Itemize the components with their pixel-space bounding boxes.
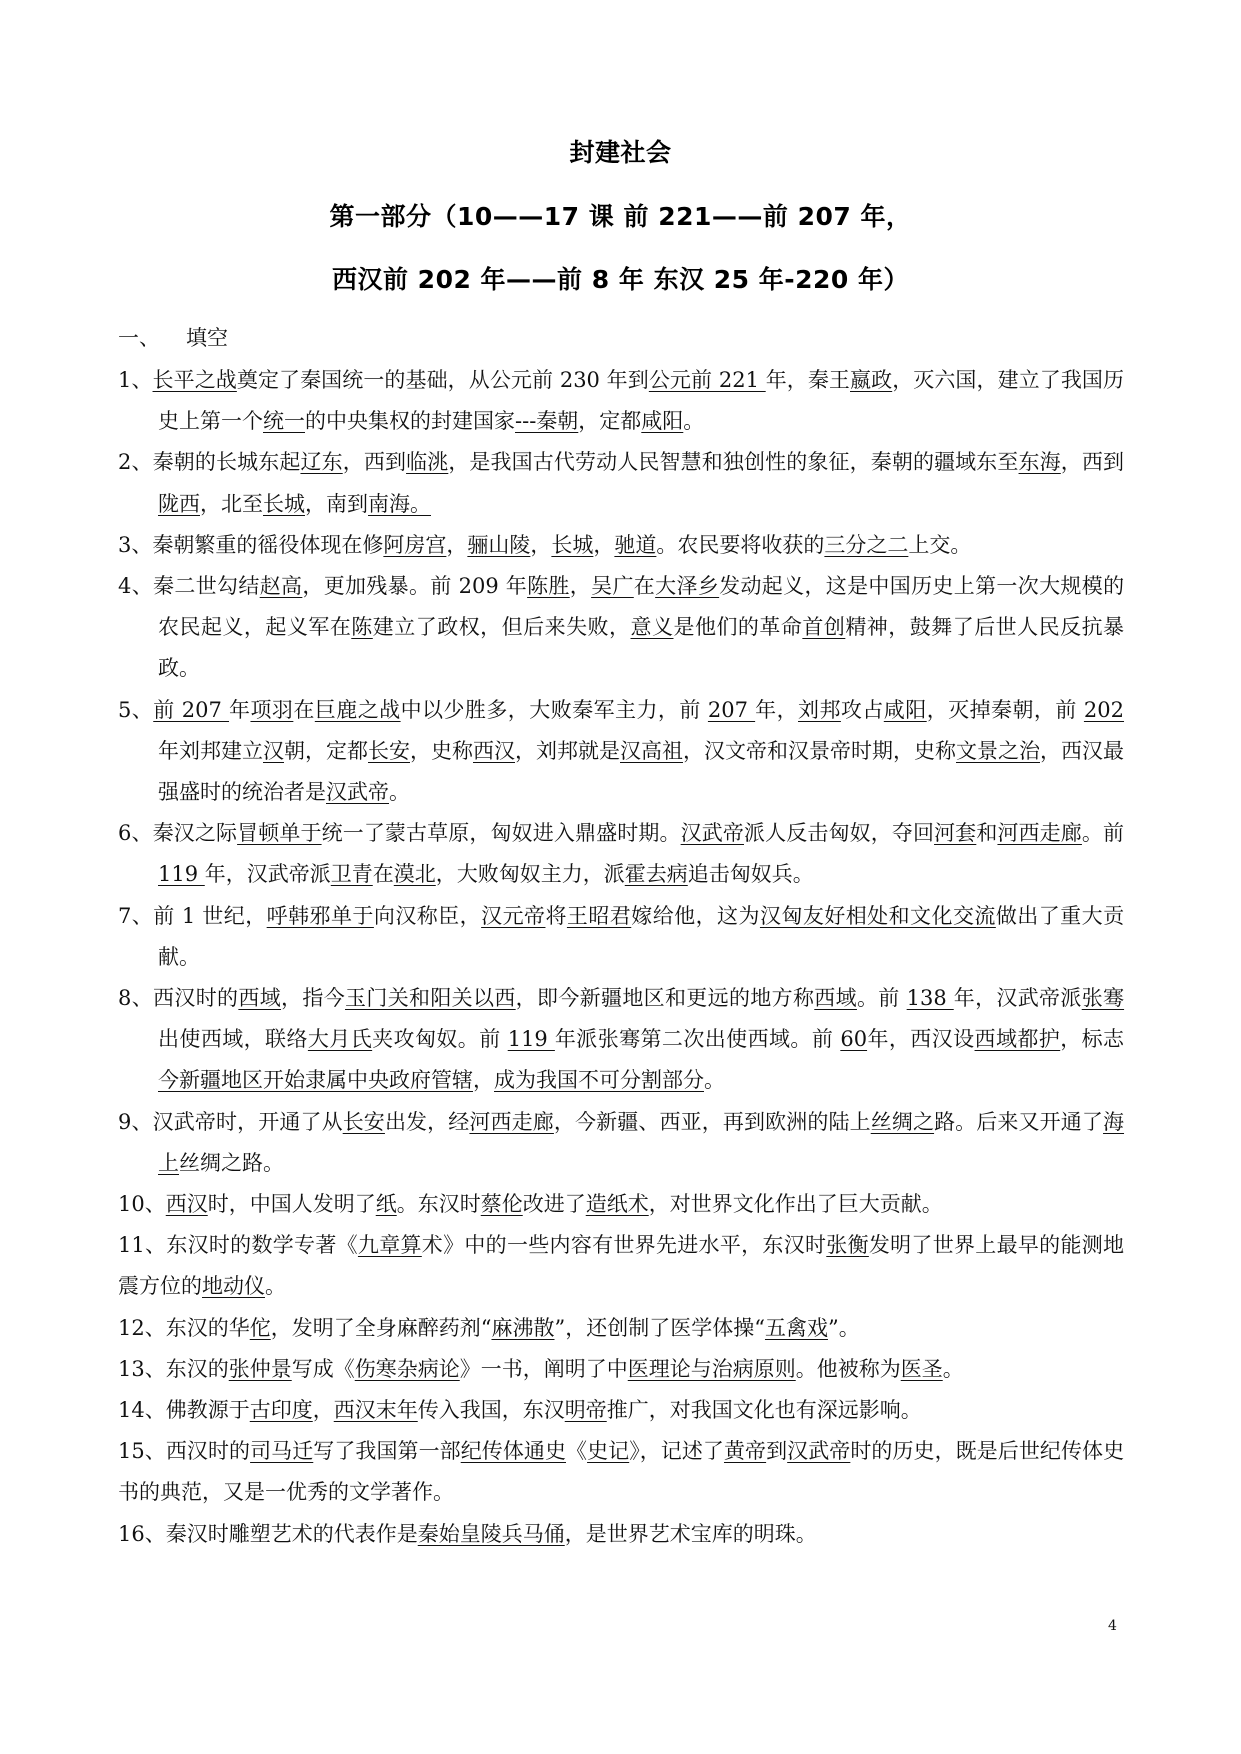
item-text: 在 <box>633 574 656 599</box>
item-text: ，史称 <box>410 738 473 763</box>
list-item <box>118 1184 1124 1225</box>
item-text: 追击匈奴兵。 <box>687 862 814 887</box>
list-item <box>118 813 1124 895</box>
item-text: 。农民要将收获的 <box>656 532 825 557</box>
item-text: ，是世界艺术宝库的明珠。 <box>564 1521 817 1546</box>
item-text: 秦汉之际 <box>152 821 238 846</box>
item-text: ，汉文帝和汉景帝时期，史称 <box>683 738 956 763</box>
item-text: 《 <box>566 1439 588 1464</box>
item-text: 术》中的一些内容有世界先进水平，东汉时 <box>421 1233 827 1258</box>
list-item <box>118 1431 1124 1513</box>
item-text: 奠定了秦国统一的基础，从公元前 230 年到 <box>236 368 649 392</box>
item-text: 。东汉时 <box>396 1192 481 1217</box>
item-text: ，大败匈奴主力，派 <box>435 862 625 887</box>
item-number: 4、 <box>118 574 154 599</box>
answer-blank: 玉门关和阳关以西 <box>345 986 516 1011</box>
answer-blank: 汉元帝 <box>481 903 546 928</box>
answer-blank: 医理论与治病原则 <box>627 1356 796 1381</box>
answer-blank: 巨鹿之战 <box>314 697 401 722</box>
answer-blank: 刘邦 <box>798 697 841 722</box>
item-text: ，即今新疆地区和更远的地方称 <box>515 986 815 1011</box>
item-text: ，发明了全身麻醉药剂“ <box>270 1315 492 1340</box>
item-text: ， <box>593 532 615 557</box>
item-text: 年刘邦建立 <box>158 738 263 763</box>
answer-blank: 海上 <box>158 1109 1125 1175</box>
item-text: 年 <box>229 697 251 722</box>
item-text: ，标志 <box>1060 1027 1125 1052</box>
item-text: 攻占 <box>840 697 884 722</box>
list-item <box>118 978 1124 1102</box>
item-text: ，对世界文化作出了巨大贡献。 <box>648 1192 943 1217</box>
item-text: ， <box>312 1398 334 1423</box>
answer-blank: 王昭君 <box>566 903 632 928</box>
answer-blank: 202 <box>1083 697 1125 722</box>
answer-blank: 大月氏 <box>307 1027 373 1052</box>
item-text: ， <box>530 532 552 557</box>
item-text: ，西到 <box>1060 450 1125 475</box>
item-text: 时，中国人发明了 <box>207 1192 376 1217</box>
item-text: 派人反击匈奴，夺回 <box>743 821 935 846</box>
answer-blank: 长城 <box>263 491 305 516</box>
item-text: 写成《 <box>291 1356 355 1381</box>
answer-blank: 河西走廊 <box>997 821 1082 846</box>
item-text: 在 <box>372 862 394 887</box>
list-item <box>118 1225 1124 1307</box>
answer-blank: 东海 <box>1018 450 1061 475</box>
item-text: 上交。 <box>908 532 972 557</box>
item-number: 6、 <box>118 821 153 846</box>
item-text: 将 <box>545 903 567 928</box>
list-item <box>118 442 1124 524</box>
page-number: 4 <box>1108 1618 1117 1634</box>
item-text: 丝绸之路。 <box>179 1150 284 1175</box>
list-item <box>118 566 1124 690</box>
item-text: 。 <box>942 1356 964 1381</box>
section-number: 一、 <box>118 326 160 350</box>
answer-blank: 嬴政 <box>850 368 893 392</box>
item-number: 16、 <box>118 1521 166 1546</box>
item-text: 中以少胜多，大败秦军主力，前 <box>400 697 708 722</box>
item-number: 13、 <box>118 1356 166 1381</box>
item-text: 。 <box>389 780 410 805</box>
item-text: 出使西域，联络 <box>158 1027 308 1052</box>
item-text: ，灭掉秦朝，前 <box>926 697 1084 722</box>
item-text: 是他们的革命 <box>673 615 803 640</box>
answer-blank: 古印度 <box>249 1398 313 1423</box>
item-number: 3、 <box>118 532 153 557</box>
item-text: 写了我国第一部 <box>313 1439 461 1464</box>
answer-blank: 临洮 <box>406 450 449 475</box>
item-text: 传入我国，东汉 <box>417 1398 565 1423</box>
answer-blank: 呼韩邪单于 <box>266 903 374 928</box>
item-number: 2、 <box>118 450 153 475</box>
answer-blank: 西汉末年 <box>333 1398 418 1423</box>
item-text: 东汉的华 <box>165 1315 250 1340</box>
item-text: ，西到 <box>342 450 407 475</box>
item-number: 5、 <box>118 697 154 722</box>
item-text: 秦朝繁重的徭役体现在修 <box>152 532 384 557</box>
answer-blank: 造纸术 <box>585 1192 649 1217</box>
item-number: 12、 <box>118 1315 166 1340</box>
item-text: 建立了政权，但后来失败， <box>372 615 631 640</box>
answer-blank: 汉匈友好相处和文化交流 <box>759 903 996 928</box>
item-number: 8、 <box>118 986 154 1011</box>
subtitle-line-1: 第一部分（10——17 课 前 221——前 207 年， <box>329 202 912 231</box>
item-text: 出发，经 <box>384 1109 470 1134</box>
list-item <box>118 1514 1124 1555</box>
list-item <box>118 1308 1124 1349</box>
answer-blank: 河套 <box>934 821 977 846</box>
answer-blank: 西域都护 <box>974 1027 1061 1052</box>
answer-blank: 西域 <box>238 986 282 1011</box>
document-title: 封建社会 <box>569 138 672 167</box>
answer-blank: 意义 <box>630 615 674 640</box>
item-text: 年，汉武帝派 <box>953 986 1082 1011</box>
answer-blank: 辽东 <box>300 450 343 475</box>
item-text: 佛教源于 <box>165 1398 250 1423</box>
item-text: 嫁给他，这为 <box>631 903 760 928</box>
answer-blank: 司马迁 <box>250 1439 314 1464</box>
item-text: 秦二世勾结 <box>153 574 260 599</box>
list-item <box>118 1349 1124 1390</box>
answer-blank: 长安 <box>342 1109 385 1134</box>
item-text: 统一了蒙古草原，匈奴进入鼎盛时期。 <box>321 821 681 846</box>
answer-blank: 张仲景 <box>228 1356 292 1381</box>
answer-blank: 公元前 221 <box>648 368 766 392</box>
item-text: 》一书，阐明了中 <box>459 1356 628 1381</box>
answer-blank: 张骞 <box>1081 986 1125 1011</box>
answer-blank: 119 <box>158 862 205 887</box>
answer-blank: 纸 <box>375 1192 397 1217</box>
answer-blank: 卫青 <box>330 862 373 887</box>
item-text: 年，西汉设 <box>867 1027 975 1052</box>
item-text: 发动起义，这是中国历史上第一次大规模的农民起义，起义军在 <box>158 574 1125 640</box>
item-text: 年，汉武帝派 <box>204 862 331 887</box>
answer-blank: 长安 <box>368 738 410 763</box>
item-number: 14、 <box>118 1398 166 1423</box>
answer-blank: 长平之战 <box>152 368 237 392</box>
section-heading <box>118 322 228 352</box>
item-text: ，是我国古代劳动人民智慧和独创性的象征，秦朝的疆域东至 <box>448 450 1019 475</box>
answer-blank: 纪传体通史 <box>460 1439 566 1464</box>
answer-blank: 汉武帝 <box>787 1439 851 1464</box>
answer-blank: 黄帝 <box>723 1439 767 1464</box>
answer-blank: 大泽乡 <box>655 574 720 599</box>
answer-blank: 统一 <box>263 409 305 434</box>
answer-blank: 长城 <box>551 532 594 557</box>
item-text: 东汉的 <box>165 1356 229 1381</box>
answer-blank: 陈胜 <box>527 574 570 599</box>
answer-blank: 汉武帝 <box>680 821 744 846</box>
item-text: ，南到 <box>305 491 368 516</box>
answer-blank: 赵高 <box>259 574 303 599</box>
item-text: 到 <box>766 1439 788 1464</box>
answer-blank: 丝绸之 <box>870 1109 935 1134</box>
list-item <box>118 525 1124 566</box>
item-text: 的中央集权的封建国家 <box>305 409 515 434</box>
answer-blank: 南海。 <box>368 491 431 516</box>
answer-blank: 项羽 <box>250 697 294 722</box>
item-text: 秦朝的长城东起 <box>152 450 301 475</box>
answer-blank: 张衡 <box>826 1233 869 1258</box>
item-text: 》，记述了 <box>629 1439 724 1464</box>
answer-blank: 陇西 <box>158 491 200 516</box>
item-text: ，北至 <box>200 491 263 516</box>
answer-blank: 咸阳 <box>883 697 927 722</box>
item-text: 时的历史，既是后世纪传体史书的典范，又是一优秀的文学著作。 <box>118 1439 1125 1505</box>
answer-blank: 陈 <box>351 615 373 640</box>
item-number: 11、 <box>118 1233 167 1258</box>
item-text: 。前 <box>856 986 907 1011</box>
answer-blank: 佗 <box>249 1315 271 1340</box>
list-item <box>118 896 1124 978</box>
item-text: 。他被称为 <box>795 1356 901 1381</box>
list-item <box>118 1102 1124 1184</box>
answer-blank: 文景之治 <box>956 738 1040 763</box>
section-label: 填空 <box>186 326 228 350</box>
answer-blank: 漠北 <box>393 862 436 887</box>
item-text: 。 <box>704 1068 725 1093</box>
item-text: 做出了重大贡献。 <box>158 903 1125 969</box>
list-item <box>118 690 1124 814</box>
list-item <box>118 1390 1124 1431</box>
item-text: 西汉时的 <box>165 1439 251 1464</box>
answer-blank: 蔡伦 <box>480 1192 523 1217</box>
answer-blank: 三分之二 <box>824 532 909 557</box>
item-number: 15、 <box>118 1439 166 1464</box>
item-text: ”，还创制了医学体操“ <box>554 1315 765 1340</box>
answer-blank: 138 <box>906 986 954 1011</box>
item-text: 年，秦王 <box>765 368 851 392</box>
item-text: 发明了世界上最早的能测地震方位的 <box>118 1233 1125 1299</box>
item-text: ，更加残暴。前 209 年 <box>302 574 528 599</box>
answer-blank: 阿房宫 <box>383 532 447 557</box>
item-text: 精神，鼓舞了后世人民反抗暴政。 <box>158 615 1125 681</box>
item-text: ， <box>473 1068 494 1093</box>
item-text: ，指今 <box>281 986 346 1011</box>
item-text: ，定都 <box>578 409 642 434</box>
item-text: 路。后来又开通了 <box>934 1109 1104 1134</box>
answer-blank: 冒顿单于 <box>237 821 322 846</box>
fill-in-blank-list <box>118 360 1124 1555</box>
item-text: 。 <box>265 1274 286 1299</box>
item-number: 1、 <box>118 368 153 392</box>
item-text: 汉武帝时，开通了从 <box>152 1109 343 1134</box>
item-text: 在 <box>293 697 315 722</box>
answer-blank: 驰道 <box>614 532 657 557</box>
answer-blank: 霍去病 <box>624 862 688 887</box>
answer-blank: 成为我国不可分割部分 <box>494 1068 704 1093</box>
answer-blank: ---秦朝 <box>515 409 579 434</box>
item-text: 向汉称臣， <box>373 903 482 928</box>
item-number: 7、 <box>118 903 154 928</box>
answer-blank: 河西走廊 <box>469 1109 554 1134</box>
item-text: 前 1 世纪， <box>153 903 267 928</box>
answer-blank: 西汉 <box>473 738 515 763</box>
item-text: 改进了 <box>522 1192 586 1217</box>
item-text: ， <box>446 532 468 557</box>
item-number: 10、 <box>118 1192 166 1217</box>
answer-blank: 咸阳 <box>641 409 684 434</box>
answer-blank: 伤寒杂病论 <box>354 1356 460 1381</box>
item-text: 东汉时的数学专著《 <box>166 1233 358 1258</box>
answer-blank: 秦始皇陵兵马俑 <box>417 1521 565 1546</box>
answer-blank: 吴广 <box>591 574 634 599</box>
item-text: ”。 <box>827 1315 860 1340</box>
item-text: 。 <box>683 409 705 434</box>
subtitle-line-2: 西汉前 202 年——前 8 年 东汉 25 年-220 年） <box>331 265 910 294</box>
answer-blank: 西域 <box>814 986 857 1011</box>
answer-blank: 119 <box>507 1027 555 1052</box>
item-text: 西汉时的 <box>153 986 239 1011</box>
answer-blank: 前 207 <box>153 697 230 722</box>
item-text: 推广，对我国文化也有深远影响。 <box>606 1398 922 1423</box>
item-text: 。前 <box>1081 821 1125 846</box>
item-number: 9、 <box>118 1109 153 1134</box>
item-text: 夹攻匈奴。前 <box>372 1027 508 1052</box>
answer-blank: 明帝 <box>564 1398 607 1423</box>
item-text: ，灭六国，建立了我国历史上第一个 <box>158 368 1125 434</box>
answer-blank: 60 <box>840 1027 868 1052</box>
item-text: ， <box>569 574 592 599</box>
answer-blank: 五禽戏 <box>764 1315 828 1340</box>
answer-blank: 九章算 <box>357 1233 422 1258</box>
item-text: ，今新疆、西亚，再到欧洲的陆上 <box>553 1109 871 1134</box>
answer-blank: 西汉 <box>165 1192 208 1217</box>
item-text: ，刘邦就是 <box>515 738 620 763</box>
item-text: 秦汉时雕塑艺术的代表作是 <box>165 1521 418 1546</box>
answer-blank: 麻沸散 <box>491 1315 555 1340</box>
item-text: 年派张骞第二次出使西域。前 <box>554 1027 841 1052</box>
answer-blank: 首创 <box>802 615 846 640</box>
answer-blank: 史记 <box>587 1439 630 1464</box>
answer-blank: 今新疆地区开始隶属中央政府管辖 <box>158 1068 473 1093</box>
item-text: 年， <box>755 697 799 722</box>
answer-blank: 汉高祖 <box>620 738 683 763</box>
item-text: 和 <box>976 821 998 846</box>
answer-blank: 地动仪 <box>202 1274 265 1299</box>
item-text: ，西汉最强盛时的统治者是 <box>158 738 1124 805</box>
answer-blank: 207 <box>707 697 756 722</box>
item-text: 朝，定都 <box>284 738 368 763</box>
list-item <box>118 360 1124 442</box>
answer-blank: 骊山陵 <box>467 532 531 557</box>
answer-blank: 医圣 <box>900 1356 943 1381</box>
answer-blank: 汉 <box>263 738 284 763</box>
answer-blank: 汉武帝 <box>326 780 389 805</box>
